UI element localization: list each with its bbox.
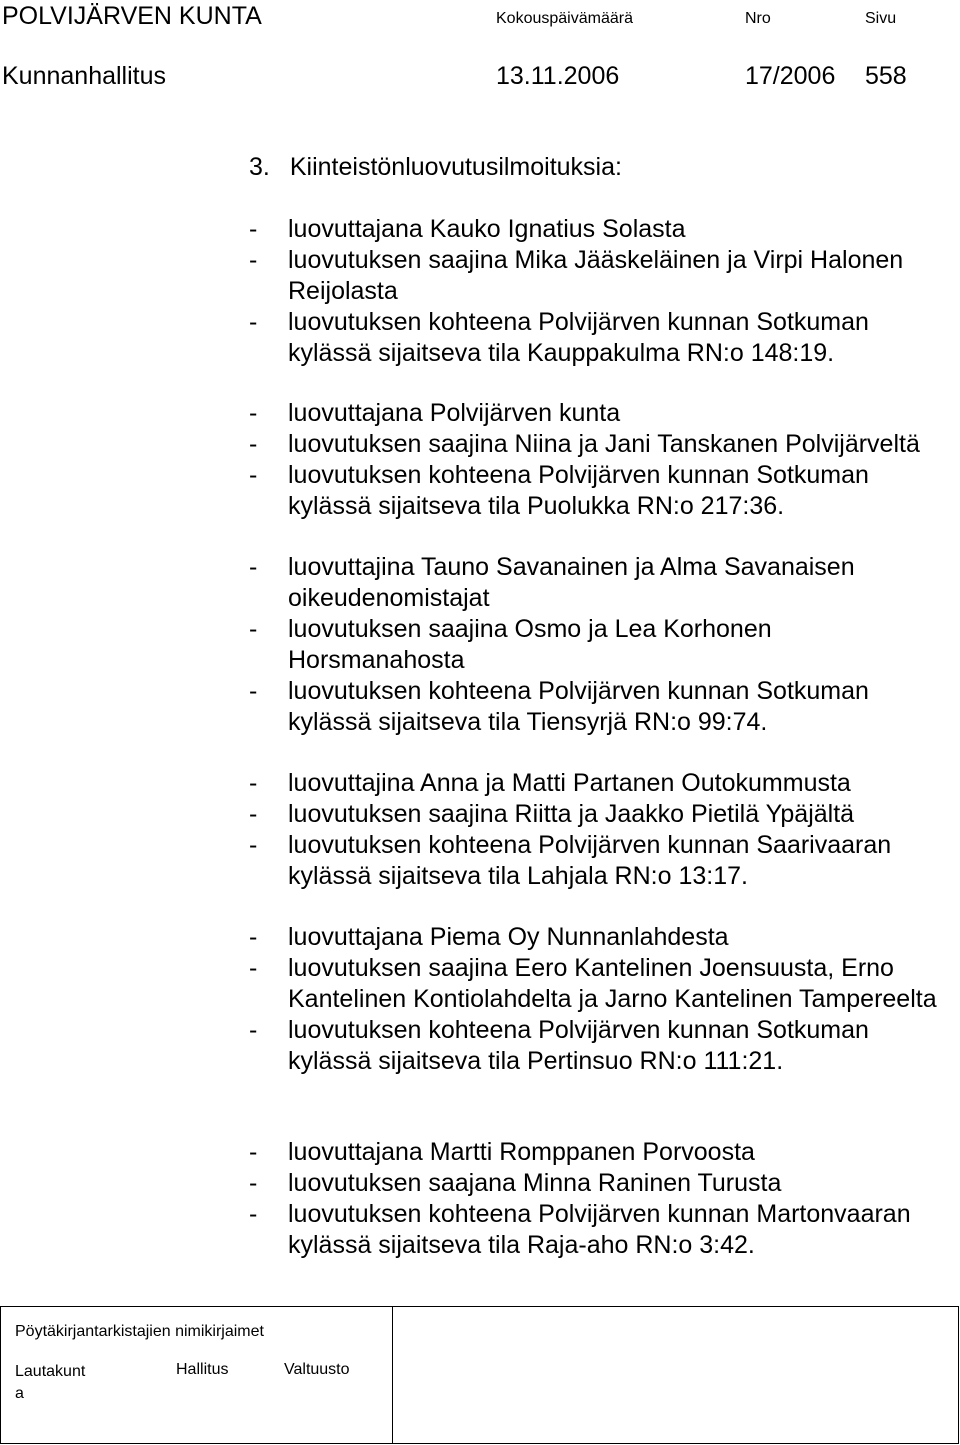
dash: - (249, 769, 258, 797)
dash: - (249, 246, 258, 274)
dash: - (249, 954, 258, 982)
list-item: - luovutuksen kohteena Polvijärven kunnan Sotkuman kylässä sijaitseva tila Pertinsuo RN:o 111:21. (249, 1016, 869, 1075)
organization-name: POLVIJÄRVEN KUNTA (2, 2, 262, 30)
transfer-notice-6 (249, 1137, 954, 1261)
list-item: - luovutuksen kohteena Polvijärven kunnan Sotkuman kylässä sijaitseva tila Tiensyrjä RN:o 99:74. (249, 677, 869, 736)
transfer-notice-3 (249, 552, 954, 738)
transfer-notice-5 (249, 922, 954, 1077)
dash: - (249, 923, 258, 951)
dash: - (249, 399, 258, 427)
council-label: Valtuusto (284, 1361, 350, 1378)
list-item: - luovutuksen kohteena Polvijärven kunnan Sotkuman kylässä sijaitseva tila Puolukka RN:o 217:36. (249, 461, 869, 520)
dash: - (249, 1169, 258, 1197)
board-label: Hallitus (176, 1361, 229, 1378)
list-item: - luovutuksen saajina Mika Jääskeläinen ja Virpi Halonen Reijolasta (249, 246, 904, 305)
section-heading (249, 153, 622, 182)
dash: - (249, 1138, 258, 1166)
section-number: 3. (249, 153, 270, 181)
transfer-notice-4 (249, 768, 954, 892)
list-item: - luovutuksen kohteena Polvijärven kunnan Sotkuman kylässä sijaitseva tila Kauppakulma RN:o 148:19. (249, 308, 869, 367)
transfer-notice-2 (249, 398, 954, 522)
dash: - (249, 677, 258, 705)
list-item: - luovutuksen kohteena Polvijärven kunnan Martonvaaran kylässä sijaitseva tila Raja-aho RN:o 3:42. (249, 1200, 911, 1259)
signature-footer (0, 1306, 960, 1445)
list-item: - luovuttajana Kauko Ignatius Solasta (249, 215, 686, 243)
committee-label: Lautakunt a (15, 1363, 86, 1402)
section-title: Kiinteistönluovutusilmoituksia: (289, 153, 622, 181)
list-item: - luovuttajina Anna ja Matti Partanen Outokummusta (249, 769, 851, 797)
date-label: Kokouspäivämäärä (496, 10, 633, 27)
dash: - (249, 1016, 258, 1044)
inspectors-initials-label: Pöytäkirjantarkistajien nimikirjaimet (15, 1323, 264, 1340)
list-item: - luovuttajina Tauno Savanainen ja Alma Savanaisen oikeudenomistajat (249, 553, 855, 612)
number-label: Nro (745, 10, 771, 27)
page-label: Sivu (865, 10, 897, 27)
dash: - (249, 430, 258, 458)
transfer-notice-1 (249, 214, 954, 369)
dash: - (249, 553, 258, 581)
list-item: - luovutuksen saajina Osmo ja Lea Korhonen Horsmanahosta (249, 615, 772, 674)
dash: - (249, 215, 258, 243)
dash: - (249, 800, 258, 828)
list-item: - luovutuksen saajana Minna Raninen Turusta (249, 1169, 782, 1197)
list-item: - luovutuksen saajina Niina ja Jani Tanskanen Polvijärveltä (249, 430, 920, 458)
list-item: - luovutuksen saajina Eero Kantelinen Joensuusta, Erno Kantelinen Kontiolahdelta ja Jarno Kantelinen Tampereelta (249, 954, 937, 1013)
dash: - (249, 615, 258, 643)
meeting-number: 17/2006 (745, 62, 836, 90)
page-number: 558 (865, 62, 907, 90)
footer-divider (392, 1306, 393, 1444)
list-item: - luovuttajana Martti Romppanen Porvoosta (249, 1138, 755, 1166)
list-item: - luovuttajana Polvijärven kunta (249, 399, 621, 427)
dash: - (249, 831, 258, 859)
meeting-body: Kunnanhallitus (2, 62, 167, 90)
dash: - (249, 461, 258, 489)
list-item: - luovutuksen kohteena Polvijärven kunnan Saarivaaran kylässä sijaitseva tila Lahjala RN:o 13:17. (249, 831, 892, 890)
list-item: - luovuttajana Piema Oy Nunnanlahdesta (249, 923, 729, 951)
list-item: - luovutuksen saajina Riitta ja Jaakko Pietilä Ypäjältä (249, 800, 855, 828)
meeting-date: 13.11.2006 (496, 62, 620, 90)
dash: - (249, 1200, 258, 1228)
dash: - (249, 308, 258, 336)
